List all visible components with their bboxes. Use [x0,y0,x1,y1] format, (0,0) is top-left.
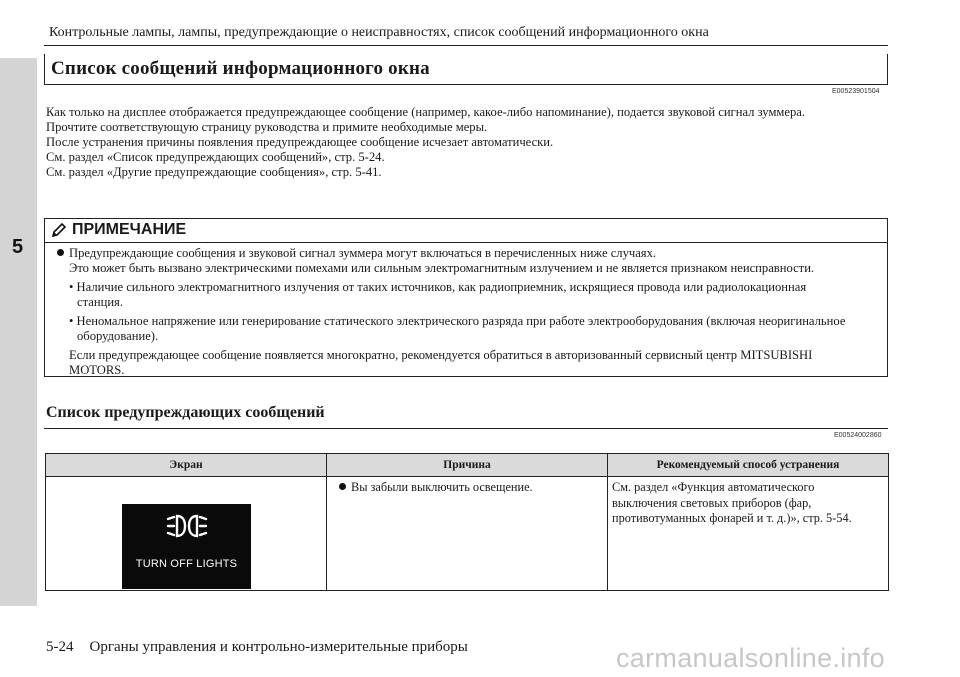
turn-off-lights-display [122,504,251,589]
note-item-line: • Неномальное напряжение или генерирование статического электрического разряда при работе электрооборудования (включая неоригинальное [69,314,846,328]
chapter-side-tab [0,58,37,606]
subsection-code: E00524002860 [834,432,882,439]
note-closing-line: Если предупреждающее сообщение появляется многократно, рекомендуется обратиться в авторизованный сервисный центр MITSUBISHI [69,348,813,362]
display-caption: TURN OFF LIGHTS [135,558,238,570]
note-item-line: оборудование). [77,329,159,343]
note-title: ПРИМЕЧАНИЕ [72,221,187,238]
remedy-text [612,480,852,527]
running-header: Контрольные лампы, лампы, предупреждающие о неисправностях, список сообщений информационного окна [49,25,709,40]
section-heading-box [44,54,888,85]
note-bullet-line [57,246,656,261]
remedy-line: выключения световых приборов (фар, [612,495,812,510]
subsection-title: Список предупреждающих сообщений [46,404,325,421]
note-closing-line: MOTORS. [69,363,125,377]
section-code: E00523901504 [832,88,880,95]
footer-title: Органы управления и контрольно-измерительные приборы [89,639,468,655]
bullet-dot-icon [57,249,64,256]
table-header-row [46,454,889,477]
table-row [46,477,889,591]
intro-line: Как только на дисплее отображается предупреждающее сообщение (например, какое-либо напоминание), подается звуковой сигнал зуммера. [46,105,806,119]
pencil-icon [51,222,67,238]
section-title: Список сообщений информационного окна [51,58,430,79]
intro-line: См. раздел «Список предупреждающих сообщений», стр. 5-24. [46,150,385,164]
watermark: carmanualsonline.info [616,643,885,673]
column-header-cause: Причина [327,454,608,477]
headlights-icon [166,512,208,540]
note-bullet-line: Это может быть вызвано электрическими помехами или сильным электромагнитным излучением и не является признаком неисправности. [69,261,815,275]
column-header-remedy: Рекомендуемый способ устранения [608,454,889,477]
intro-line: Прочтите соответствующую страницу руководства и примите необходимые меры. [46,120,488,134]
intro-text [46,105,888,180]
subsection-rule [44,428,888,429]
note-header [45,219,887,243]
page-number: 5-24 [46,639,74,655]
intro-line: После устранения причины появления предупреждающее сообщение исчезает автоматически. [46,135,554,149]
cause-cell [327,477,608,591]
remedy-cell [608,477,889,591]
warning-messages-table [45,453,889,591]
bullet-dot-icon [339,483,346,490]
note-box [44,218,888,377]
intro-line: См. раздел «Другие предупреждающие сообщения», стр. 5-41. [46,165,382,179]
remedy-line: противотуманных фонарей и т. д.)», стр. 5-54. [612,511,852,525]
note-item-line: станция. [77,295,123,309]
screen-cell [46,477,327,591]
page-footer [46,639,468,656]
chapter-number: 5 [12,236,24,258]
column-header-screen: Экран [46,454,327,477]
note-bullet-text: Предупреждающие сообщения и звуковой сигнал зуммера могут включаться в перечисленных ниже случаях. [69,246,657,260]
remedy-line: См. раздел «Функция автоматического [612,480,815,494]
header-rule [44,45,888,46]
cause-line [339,480,533,496]
cause-text: Вы забыли выключить освещение. [351,480,533,494]
note-item-line: • Наличие сильного электромагнитного излучения от таких источников, как радиоприемник, искрящиеся провода или радиолокационная [69,280,807,294]
